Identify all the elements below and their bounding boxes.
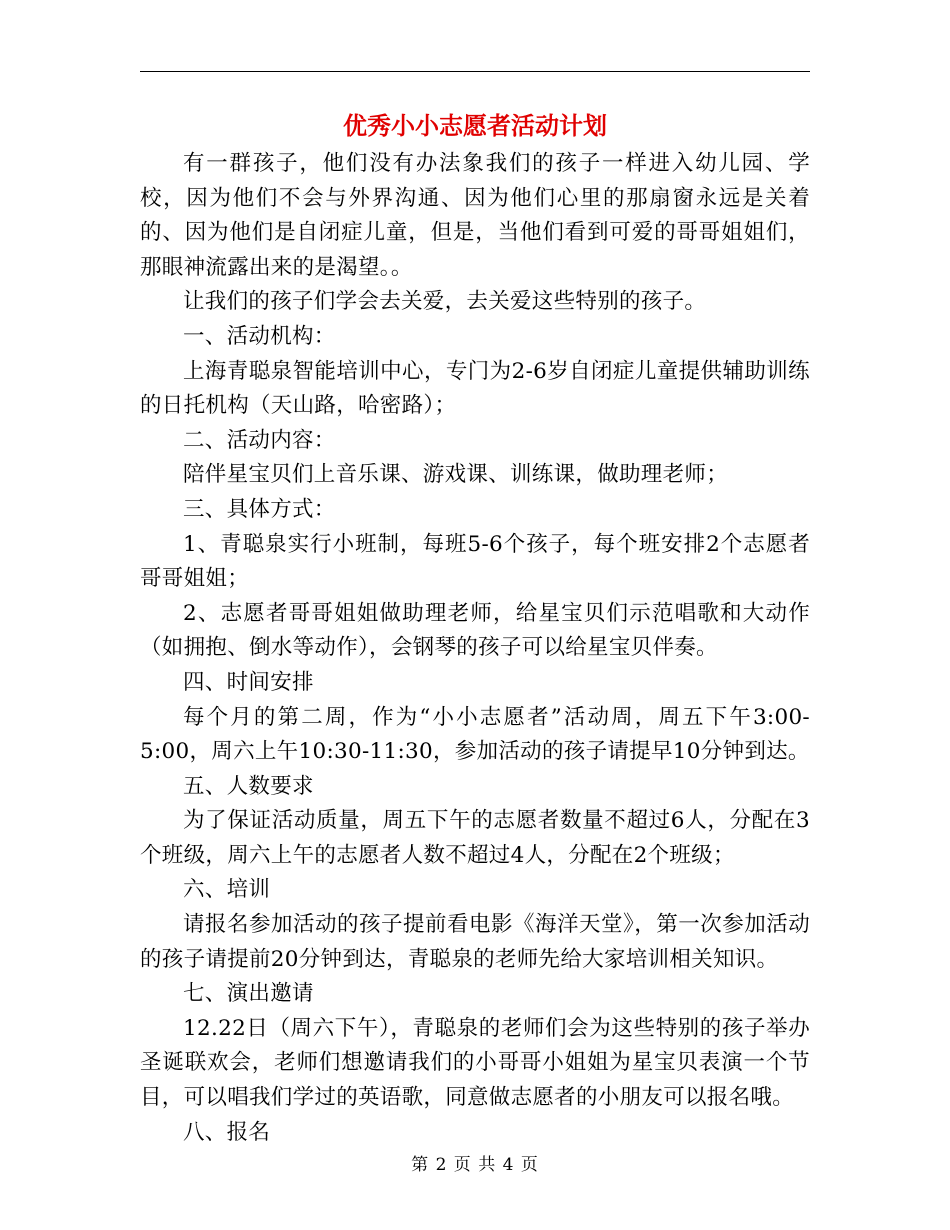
page-number: 第 2 页 共 4 页 xyxy=(411,1155,539,1175)
section-heading-schedule: 四、时间安排 xyxy=(183,669,314,695)
document-title: 优秀小小志愿者活动计划 xyxy=(343,111,607,140)
paragraph-method-1: 1、青聪泉实行小班制，每班5-6个孩子，每个班安排2个志愿者哥哥姐姐； xyxy=(140,531,810,592)
section-heading-training: 六、培训 xyxy=(183,877,271,903)
section-heading-method: 三、具体方式： xyxy=(183,496,336,522)
paragraph-method-2: 2、志愿者哥哥姐姐做助理老师，给星宝贝们示范唱歌和大动作（如拥抱、倒水等动作），会钢琴的孩子可以给星宝贝伴奏。 xyxy=(140,600,810,661)
section-heading-headcount: 五、人数要求 xyxy=(183,773,314,799)
document-body xyxy=(140,147,810,1150)
section-heading-performance: 七、演出邀请 xyxy=(183,981,314,1007)
header-rule xyxy=(140,71,810,72)
paragraph-call-to-care: 让我们的孩子们学会去关爱，去关爱这些特别的孩子。 xyxy=(183,289,707,315)
section-heading-registration: 八、报名 xyxy=(183,1119,271,1145)
paragraph-content: 陪伴星宝贝们上音乐课、游戏课、训练课，做助理老师； xyxy=(183,462,729,488)
paragraph-training: 请报名参加活动的孩子提前看电影《海洋天堂》，第一次参加活动的孩子请提前20分钟到达，青聪泉的老师先给大家培训相关知识。 xyxy=(140,912,810,972)
section-heading-organization: 一、活动机构： xyxy=(183,323,336,349)
paragraph-headcount: 为了保证活动质量，周五下午的志愿者数量不超过6人，分配在3个班级，周六上午的志愿者人数不超过4人，分配在2个班级； xyxy=(140,808,810,868)
paragraph-intro: 有一群孩子，他们没有办法象我们的孩子一样进入幼儿园、学校，因为他们不会与外界沟通、因为他们心里的那扇窗永远是关着的、因为他们是自闭症儿童，但是，当他们看到可爱的哥哥姐姐们，那眼神流露出来的是渴望。。 xyxy=(140,151,810,280)
paragraph-organization: 上海青聪泉智能培训中心，专门为2-6岁自闭症儿童提供辅助训练的日托机构（天山路，哈密路）； xyxy=(140,358,810,419)
paragraph-performance: 12.22日（周六下午），青聪泉的老师们会为这些特别的孩子举办圣诞联欢会，老师们想邀请我们的小哥哥小姐姐为星宝贝表演一个节目，可以唱我们学过的英语歌，同意做志愿者的小朋友可以报名哦。 xyxy=(140,1015,810,1111)
paragraph-schedule: 每个月的第二周，作为“小小志愿者”活动周，周五下午3:00-5:00，周六上午10:30-11:30，参加活动的孩子请提早10分钟到达。 xyxy=(140,704,810,765)
section-heading-content: 二、活动内容： xyxy=(183,427,336,453)
